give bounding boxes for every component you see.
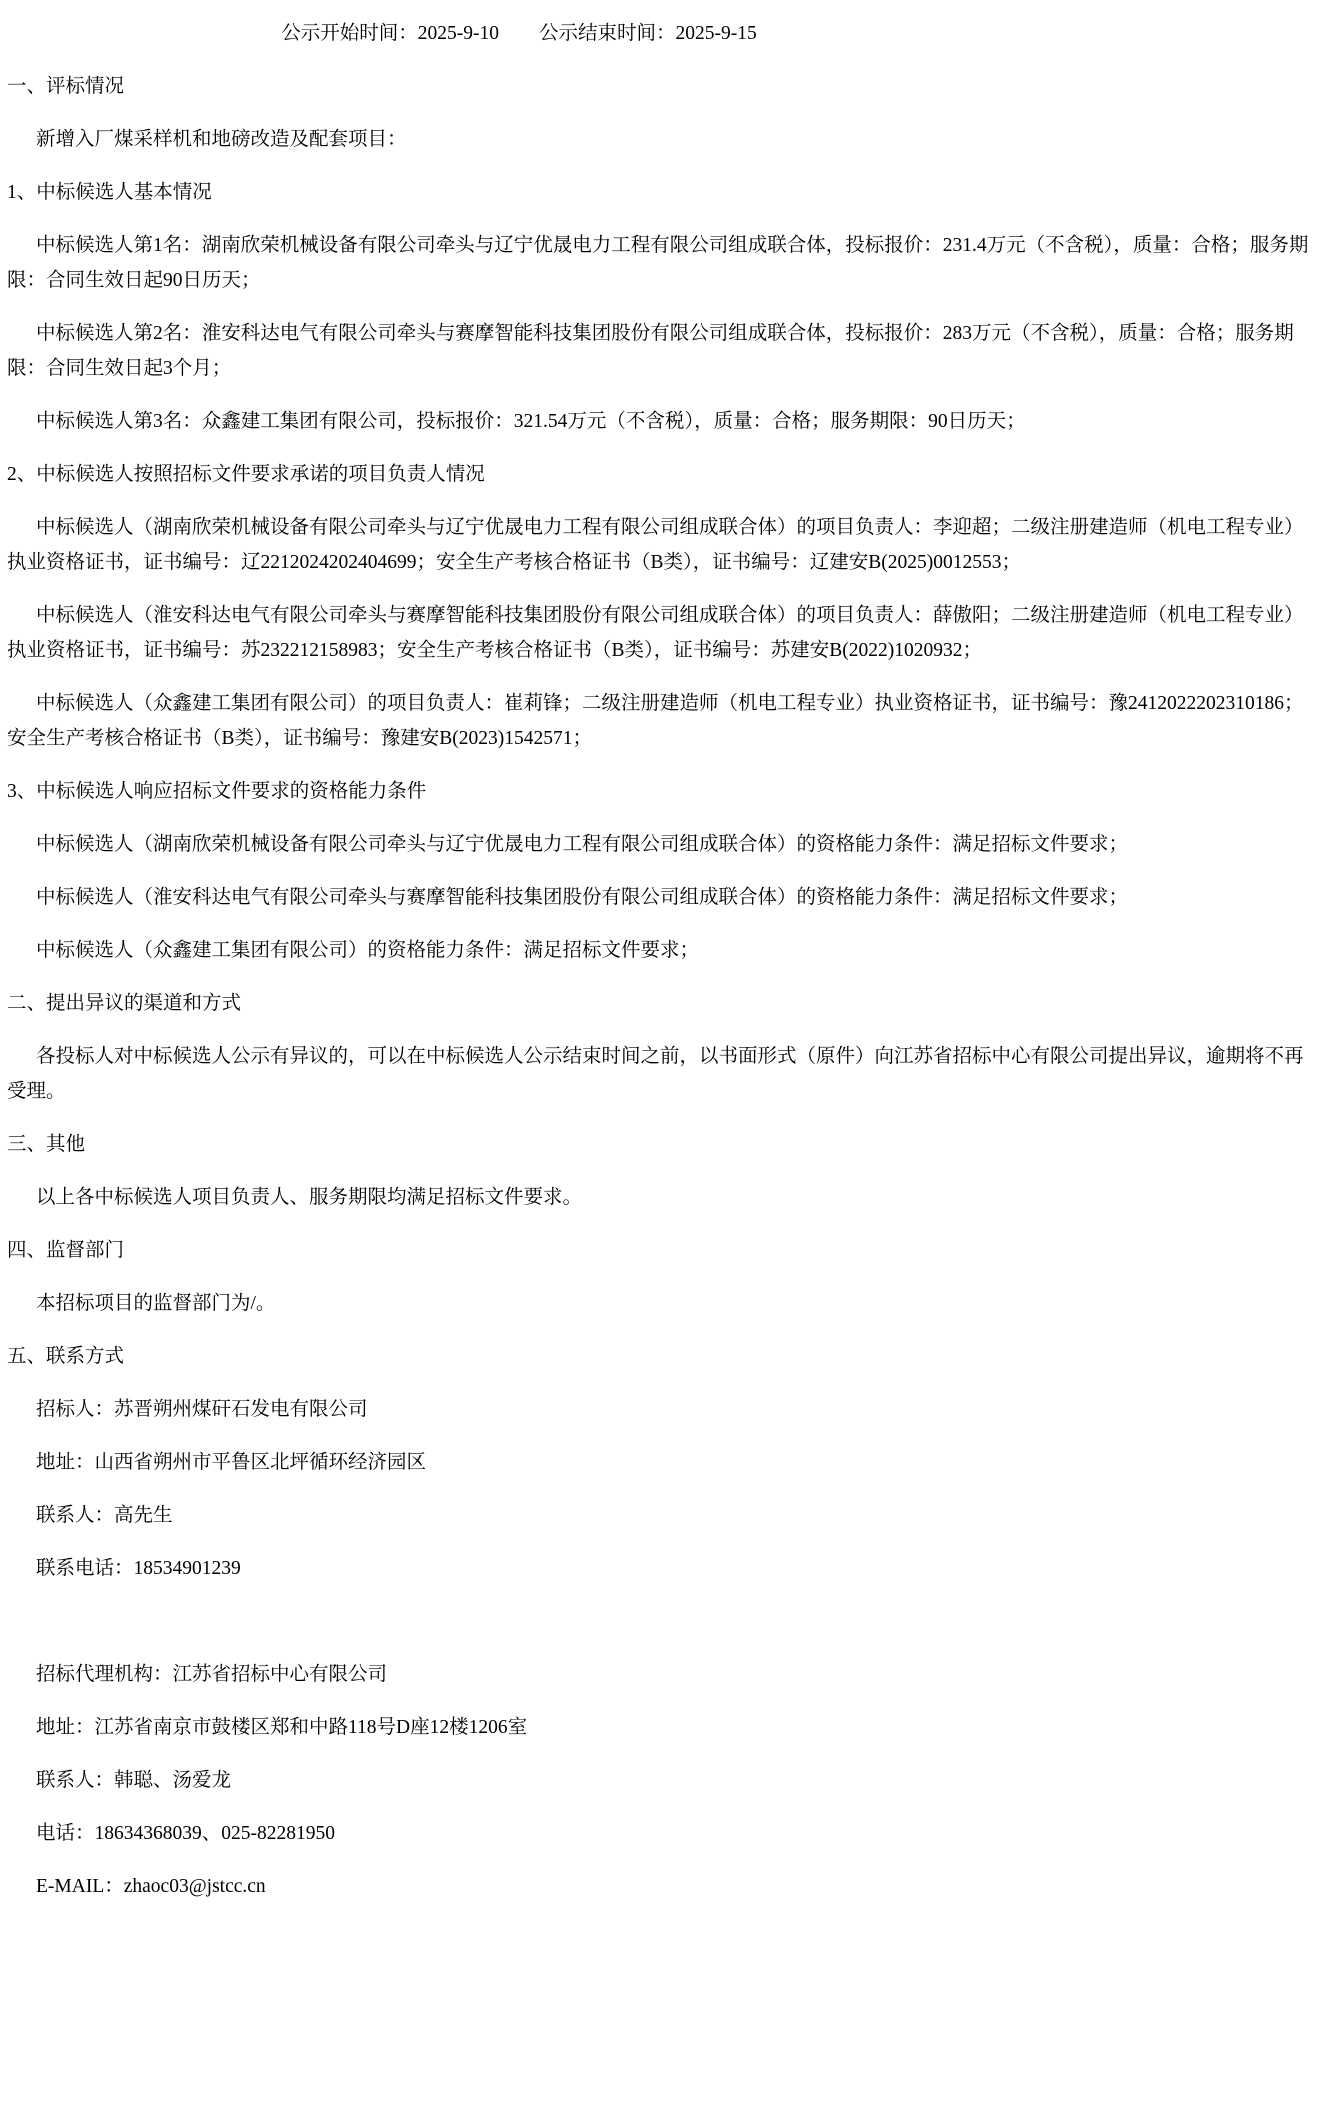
publicity-start-time: 公示开始时间：2025-9-10 [281, 23, 499, 44]
project-manager-3-line: 中标候选人（众鑫建工集团有限公司）的项目负责人：崔莉锋；二级注册建造师（机电工程专业）执业资格证书，证书编号：豫2412022202310186；安全生产考核合格证书（B类），证书编号：豫建安B(2023)1542571； [7, 693, 1304, 749]
section-5-heading: 五、联系方式 [7, 1346, 125, 1367]
subsection-3-heading: 3、中标候选人响应招标文件要求的资格能力条件 [7, 781, 427, 802]
tenderer-contact-line: 联系人：高先生 [36, 1505, 173, 1526]
section-1-heading: 一、评标情况 [7, 76, 125, 97]
tenderer-address-line: 地址：山西省朔州市平鲁区北坪循环经济园区 [36, 1452, 427, 1473]
agency-name-line: 招标代理机构：江苏省招标中心有限公司 [36, 1664, 388, 1685]
publicity-period-line [7, 16, 1031, 51]
section-2-heading: 二、提出异议的渠道和方式 [7, 993, 242, 1014]
tenderer-phone-line: 联系电话：18534901239 [36, 1558, 241, 1579]
tenderer-name-line: 招标人：苏晋朔州煤矸石发电有限公司 [36, 1399, 368, 1420]
project-manager-1-line: 中标候选人（湖南欣荣机械设备有限公司牵头与辽宁优晟电力工程有限公司组成联合体）的项目负责人：李迎超；二级注册建造师（机电工程专业）执业资格证书，证书编号：辽2212024202404699；安全生产考核合格证书（B类），证书编号：辽建安B(2025)0012553； [7, 517, 1304, 573]
agency-email-line: E-MAIL：zhaoc03@jstcc.cn [36, 1876, 266, 1897]
agency-address-line: 地址：江苏省南京市鼓楼区郑和中路118号D座12楼1206室 [36, 1717, 528, 1738]
section-3-heading: 三、其他 [7, 1134, 86, 1155]
subsection-2-heading: 2、中标候选人按照招标文件要求承诺的项目负责人情况 [7, 464, 485, 485]
subsection-1-heading: 1、中标候选人基本情况 [7, 182, 212, 203]
qualification-1-line: 中标候选人（湖南欣荣机械设备有限公司牵头与辽宁优晟电力工程有限公司组成联合体）的资格能力条件：满足招标文件要求； [36, 834, 1129, 855]
candidate-1-line: 中标候选人第1名：湖南欣荣机械设备有限公司牵头与辽宁优晟电力工程有限公司组成联合体，投标报价：231.4万元（不含税），质量：合格；服务期限：合同生效日起90日历天； [7, 235, 1309, 291]
qualification-2-line: 中标候选人（淮安科达电气有限公司牵头与赛摩智能科技集团股份有限公司组成联合体）的资格能力条件：满足招标文件要求； [36, 887, 1129, 908]
blank-line [7, 1604, 1316, 1639]
publicity-end-time: 公示结束时间：2025-9-15 [539, 23, 757, 44]
candidate-3-line: 中标候选人第3名：众鑫建工集团有限公司，投标报价：321.54万元（不含税），质量：合格；服务期限：90日历天； [36, 411, 1026, 432]
qualification-3-line: 中标候选人（众鑫建工集团有限公司）的资格能力条件：满足招标文件要求； [36, 940, 700, 961]
project-name-line: 新增入厂煤采样机和地磅改造及配套项目： [36, 129, 407, 150]
section-4-heading: 四、监督部门 [7, 1240, 125, 1261]
candidate-2-line: 中标候选人第2名：淮安科达电气有限公司牵头与赛摩智能科技集团股份有限公司组成联合体，投标报价：283万元（不含税），质量：合格；服务期限：合同生效日起3个月； [7, 323, 1294, 379]
objection-channel-paragraph: 各投标人对中标候选人公示有异议的，可以在中标候选人公示结束时间之前，以书面形式（原件）向江苏省招标中心有限公司提出异议，逾期将不再受理。 [7, 1046, 1304, 1102]
agency-phone-line: 电话：18634368039、025-82281950 [36, 1823, 335, 1844]
agency-contact-line: 联系人：韩聪、汤爱龙 [36, 1770, 232, 1791]
supervision-department-line: 本招标项目的监督部门为/。 [36, 1293, 276, 1314]
project-manager-2-line: 中标候选人（淮安科达电气有限公司牵头与赛摩智能科技集团股份有限公司组成联合体）的项目负责人：薛傲阳；二级注册建造师（机电工程专业）执业资格证书，证书编号：苏232212158983；安全生产考核合格证书（B类），证书编号：苏建安B(2022)1020932； [7, 605, 1304, 661]
other-note-paragraph: 以上各中标候选人项目负责人、服务期限均满足招标文件要求。 [36, 1187, 583, 1208]
